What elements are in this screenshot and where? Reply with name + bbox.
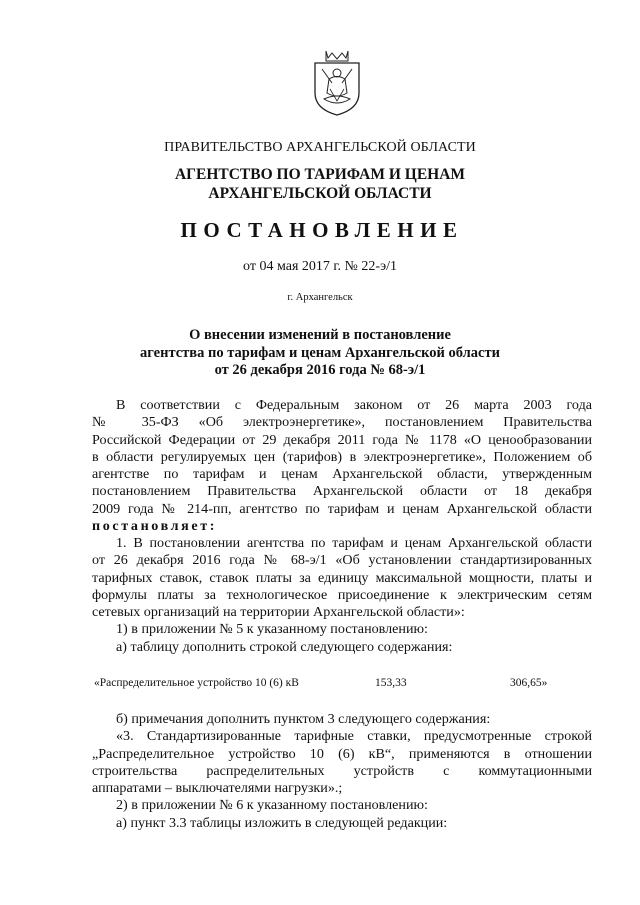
preamble-line: агентстве по тарифам и ценам Архангельской области, утвержденным bbox=[92, 466, 592, 483]
preamble-line: 2009 года № 214-пп, агентство по тарифам и ценам Архангельской области bbox=[92, 500, 592, 517]
document-city: г. Архангельск bbox=[287, 292, 353, 303]
subject-line1: О внесении изменений в постановление bbox=[189, 327, 451, 343]
item-1b-paragraph bbox=[92, 711, 592, 832]
preamble-line: постановлением Правительства Архангельской области от 18 декабря bbox=[92, 483, 592, 500]
preamble-line: в области регулируемых цен (тарифов) в электроэнергетике», Положением об bbox=[92, 448, 592, 465]
item-1-line: 1. В постановлении агентства по тарифам и ценам Архангельской области bbox=[116, 535, 592, 551]
table-row-name: «Распределительное устройство 10 (6) кВ bbox=[94, 677, 299, 689]
preamble-line: Российской Федерации от 29 декабря 2011 года № 1178 «О ценообразовании bbox=[92, 431, 592, 448]
item-1b-intro: б) примечания дополнить пунктом 3 следующего содержания: bbox=[116, 711, 491, 727]
item-1-line: формулы платы за технологическое присоединение к электрическим сетям bbox=[92, 586, 592, 603]
table-row-value1: 153,33 bbox=[375, 677, 407, 689]
item-1b-line: строительства распределительных устройств с коммутационными bbox=[92, 762, 592, 779]
document-subject bbox=[0, 327, 640, 380]
subject-line3: от 26 декабря 2016 года № 68-э/1 bbox=[214, 362, 426, 378]
subject-line2: агентства по тарифам и ценам Архангельской области bbox=[140, 344, 500, 361]
item-1b-line: „Распределительное устройство 10 (6) кВ“, применяются в отношении bbox=[92, 745, 592, 762]
document-type-title: ПОСТАНОВЛЕНИЕ bbox=[180, 218, 464, 242]
item-1-sub-2a: а) пункт 3.3 таблицы изложить в следующей редакции: bbox=[116, 814, 448, 831]
government-heading: ПРАВИТЕЛЬСТВО АРХАНГЕЛЬСКОЙ ОБЛАСТИ bbox=[164, 140, 476, 155]
agency-heading bbox=[0, 165, 640, 203]
item-1-paragraph bbox=[92, 535, 592, 656]
item-1-line: тарифных ставок, ставок платы за единицу максимальной мощности, платы и bbox=[92, 569, 592, 586]
preamble-paragraph bbox=[92, 397, 592, 535]
coat-of-arms-icon bbox=[312, 49, 362, 117]
preamble-line: № 35-ФЗ «Об электроэнергетике», постановлением Правительства bbox=[92, 414, 592, 431]
item-1b-line: аппаратами – выключателями нагрузки».; bbox=[92, 780, 343, 797]
document-date-number: от 04 мая 2017 г. № 22-э/1 bbox=[243, 259, 397, 274]
item-1-line: сетевых организаций на территории Архангельской области»: bbox=[92, 604, 465, 621]
item-1-sub-1: 1) в приложении № 5 к указанному постановлению: bbox=[116, 621, 428, 638]
resolves-colon: : bbox=[209, 518, 215, 535]
table-row-value2: 306,65» bbox=[510, 677, 548, 689]
preamble-line: В соответствии с Федеральным законом от 26 марта 2003 года bbox=[116, 397, 592, 413]
item-1-line: от 26 декабря 2016 года № 68-э/1 «Об установлении стандартизированных bbox=[92, 552, 592, 569]
resolves-line bbox=[92, 518, 592, 535]
item-1b-line: «3. Стандартизированные тарифные ставки, предусмотренные строкой bbox=[116, 728, 592, 745]
item-1-sub-2: 2) в приложении № 6 к указанному постановлению: bbox=[116, 797, 428, 814]
agency-heading-line2: АРХАНГЕЛЬСКОЙ ОБЛАСТИ bbox=[208, 185, 432, 202]
item-1-sub-1a: а) таблицу дополнить строкой следующего содержания: bbox=[116, 638, 453, 655]
agency-heading-line1: АГЕНТСТВО ПО ТАРИФАМ И ЦЕНАМ bbox=[174, 166, 466, 183]
resolves-word: постановляет bbox=[92, 518, 210, 535]
